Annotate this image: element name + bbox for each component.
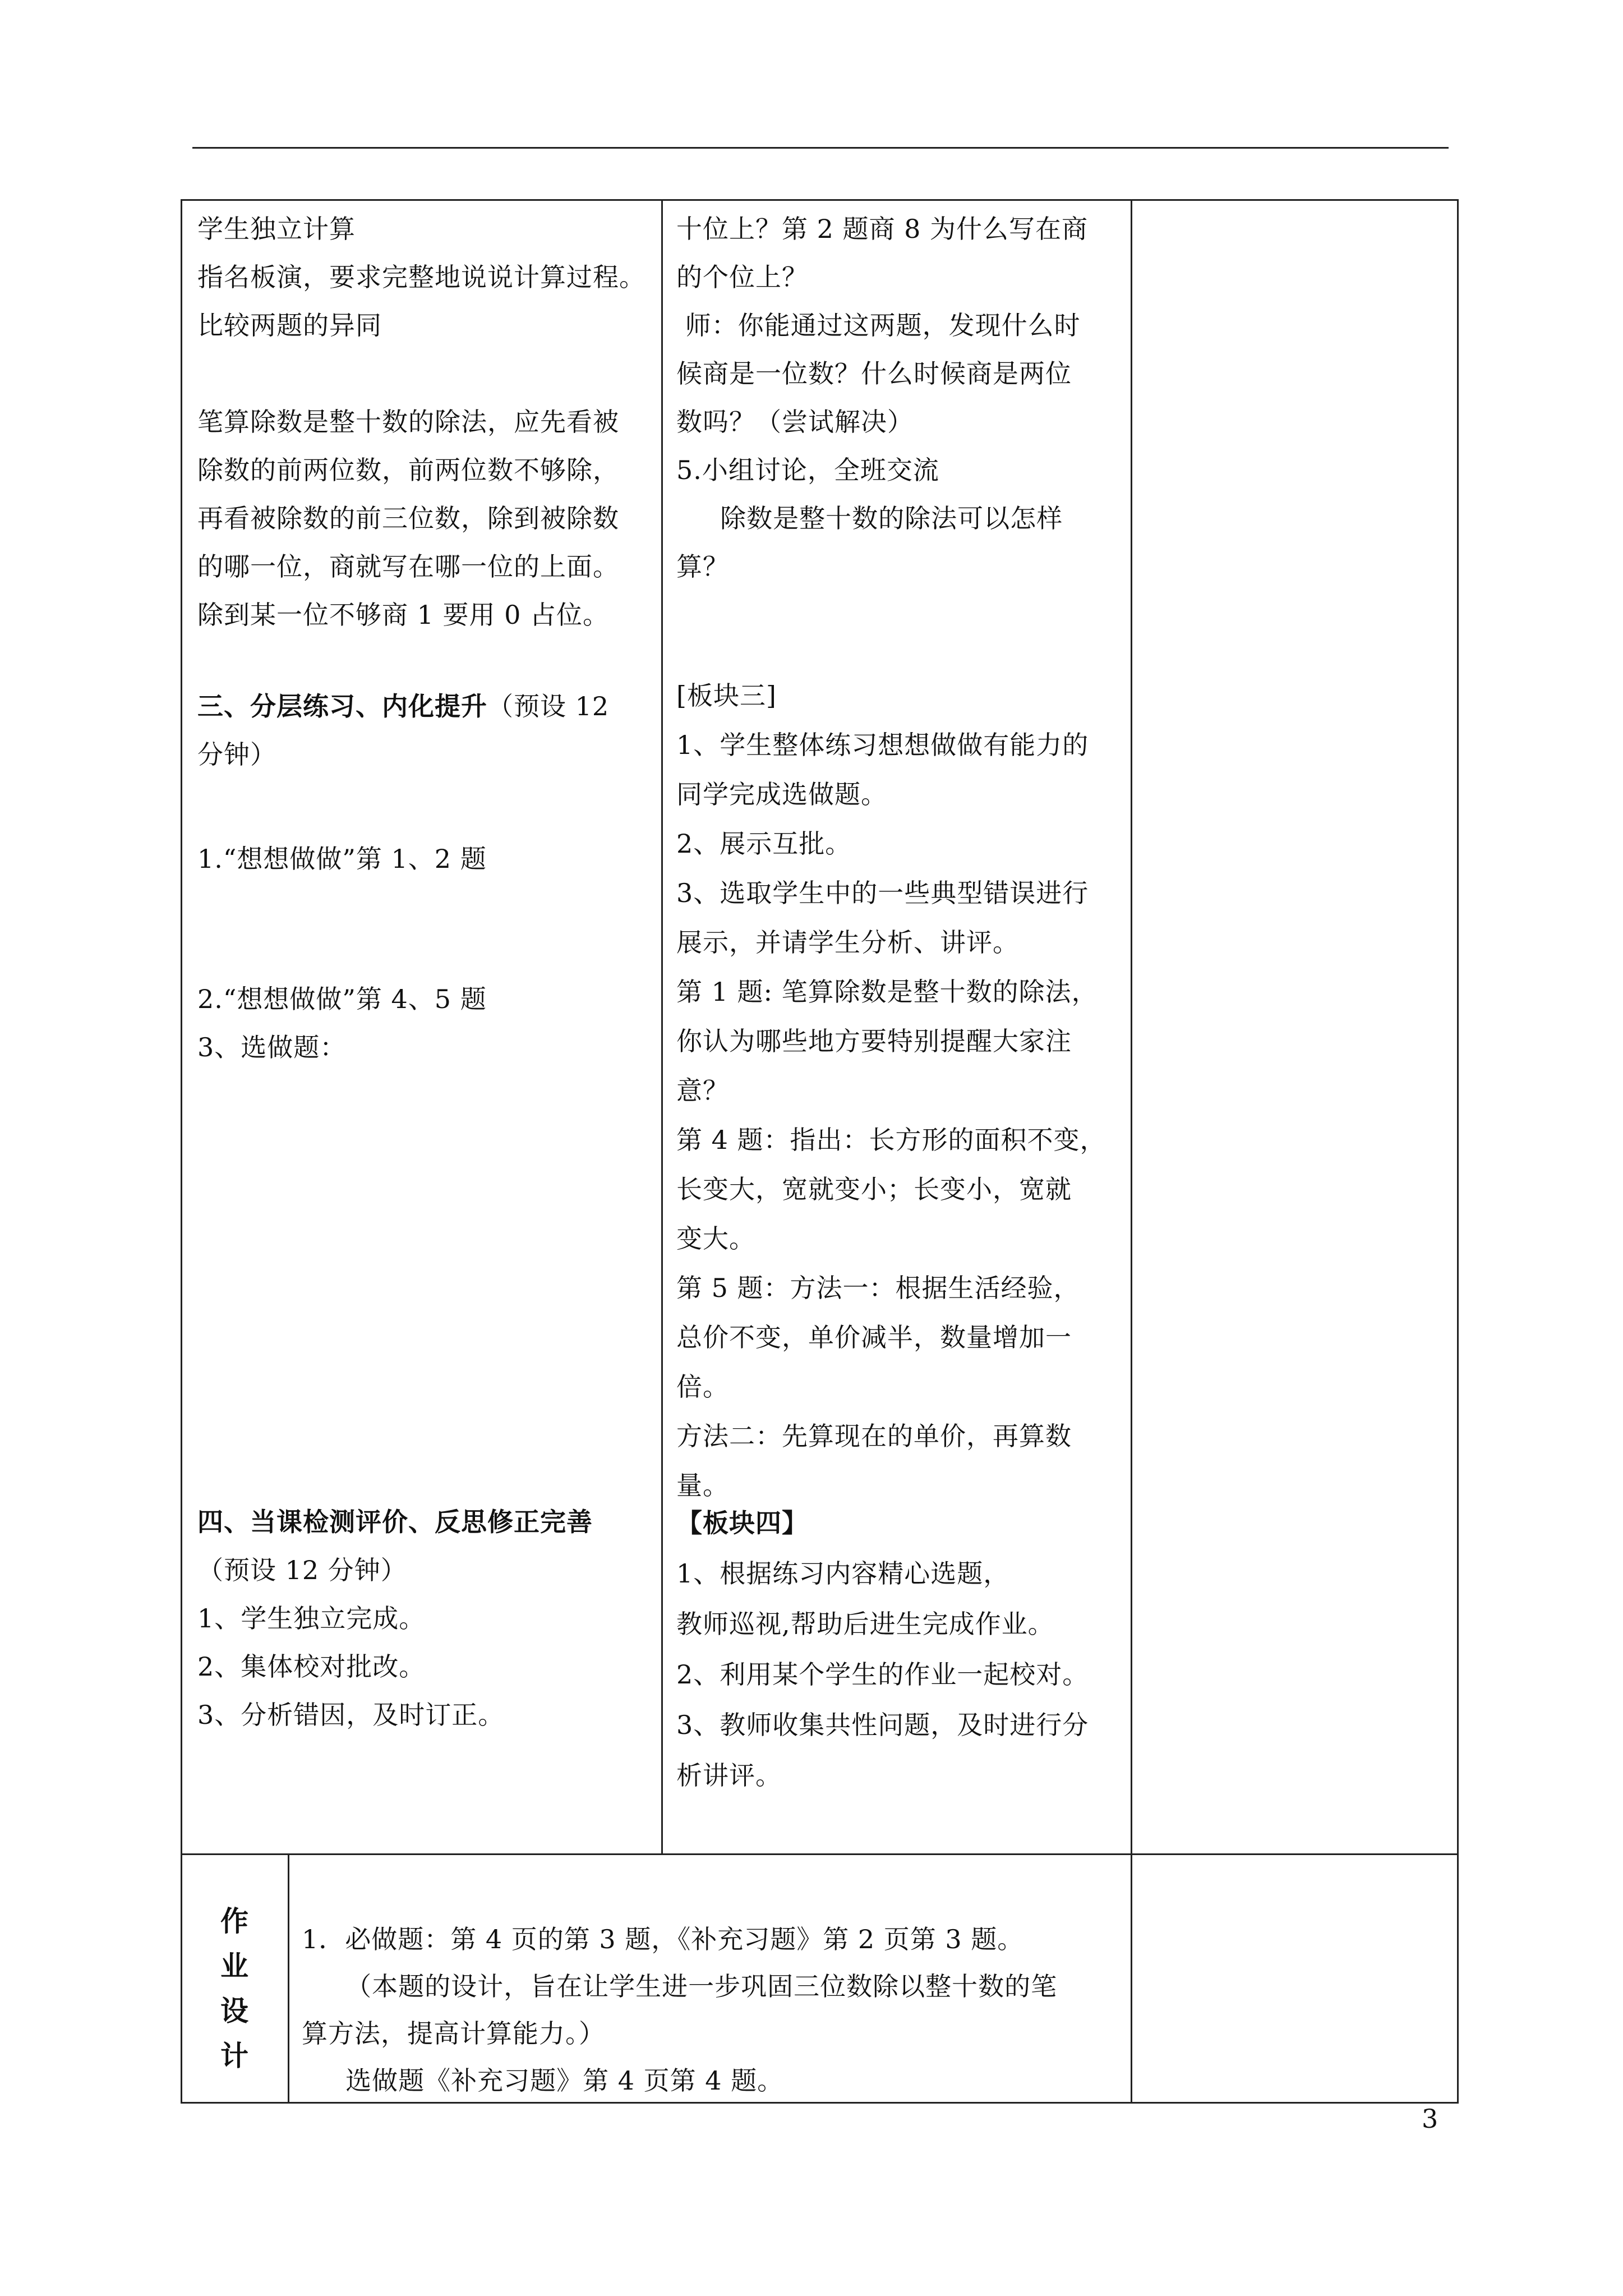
section4-time: （预设 12 分钟） (197, 1555, 407, 1585)
block3 (676, 671, 1128, 1510)
text-line: 析讲评。 (676, 1760, 782, 1791)
practice-item-1: 1.“想想做做”第 1、2 题 (197, 844, 487, 874)
text-line: 长变大，宽就变小；长变小，宽就 (676, 1174, 1072, 1204)
text-line: 除数的前两位数，前两位数不够除， (197, 455, 619, 485)
text-line: 3、分析错因，及时订正。 (197, 1700, 505, 1730)
section4-title: 四、当课检测评价、反思修正完善 (197, 1507, 593, 1537)
left-column-top (197, 205, 657, 639)
text-line: 1．必做题：第 4 页的第 3 题，《补充习题》第 2 页第 3 题。 (302, 1924, 1024, 1954)
text-line: 选做题《补充习题》第 4 页第 4 题。 (302, 2065, 784, 2096)
page-number: 3 (1422, 2104, 1438, 2134)
text-line: 变大。 (676, 1223, 755, 1254)
text-line: （本题的设计，旨在让学生进一步巩固三位数除以整十数的笔 (302, 1971, 1058, 2001)
text-line: 3、教师收集共性问题，及时进行分 (676, 1710, 1089, 1740)
text-line: 2、展示互批。 (676, 829, 852, 859)
middle-column-top (676, 205, 1128, 591)
header-rule (192, 147, 1449, 149)
text-line: 学生独立计算 (197, 214, 356, 244)
text-line: 除到某一位不够商 1 要用 0 占位。 (197, 600, 610, 630)
text-line: 的个位上？ (676, 262, 808, 292)
text-line: 1、根据练习内容精心选题， (676, 1558, 1010, 1589)
block3-title: [板块三] (676, 680, 777, 711)
column-divider-right (1131, 199, 1132, 2104)
homework-label-char: 计 (220, 2039, 248, 2072)
text-line: 算？ (676, 551, 729, 582)
text-line: 指名板演，要求完整地说说计算过程。 (197, 262, 645, 292)
text-line: 倍。 (676, 1372, 729, 1402)
practice-item-2: 2.“想想做做”第 4、5 题 3、选做题： (197, 975, 657, 1071)
text-line: 第 4 题：指出：长方形的面积不变， (676, 1125, 1106, 1155)
text-line: 教师巡视,帮助后进生完成作业。 (676, 1609, 1054, 1639)
section3-title: 三、分层练习、内化提升 (197, 691, 487, 721)
text-line: 除数是整十数的除法可以怎样 (676, 503, 1063, 533)
homework-label-char: 作 (220, 1904, 248, 1938)
text-line: 3、选取学生中的一些典型错误进行 (676, 878, 1089, 908)
text-line: 十位上？第 2 题商 8 为什么写在商 (676, 214, 1089, 244)
section3-heading (197, 682, 657, 779)
block4 (676, 1498, 1128, 1801)
text-line: 意？ (676, 1075, 729, 1106)
practice-item-3: 3、选做题： (197, 1032, 347, 1062)
text-line: 你认为哪些地方要特别提醒大家注 (676, 1026, 1072, 1056)
text-line: 第 1 题: 笔算除数是整十数的除法， (676, 977, 1098, 1007)
text-line: 数吗？（尝试解决） (676, 407, 914, 437)
text-line: 笔算除数是整十数的除法，应先看被 (197, 407, 619, 437)
text-line: 再看被除数的前三位数，除到被除数 (197, 503, 619, 533)
text-line: 展示，并请学生分析、讲评。 (676, 927, 1019, 958)
text-line: 候商是一位数？什么时候商是两位 (676, 358, 1072, 389)
row-divider (181, 1853, 1459, 1855)
text-line: 算方法，提高计算能力。） (302, 2018, 605, 2049)
text-line: 第 5 题：方法一：根据生活经验， (676, 1273, 1080, 1303)
text-line: 比较两题的异同 (197, 310, 382, 341)
section3-suffix: （预设 12 (487, 691, 610, 721)
text-line: 1、学生整体练习想想做做有能力的 (676, 730, 1089, 760)
text-line: 2、集体校对批改。 (197, 1651, 426, 1682)
section3-suffix2: 分钟） (197, 739, 276, 770)
homework-label-char: 设 (220, 1994, 248, 2027)
text-line: 2、利用某个学生的作业一起校对。 (676, 1659, 1089, 1690)
homework-label-divider (288, 1853, 289, 2104)
text-line: 量。 (676, 1470, 729, 1501)
text-line: 5.小组讨论，全班交流 (676, 455, 939, 485)
homework-content (302, 1916, 1126, 2104)
text-line: 师：你能通过这两题，发现什么时 (676, 310, 1081, 341)
section4-block (197, 1498, 663, 1739)
text-line: 同学完成选做题。 (676, 779, 887, 809)
text-line: 方法二：先算现在的单价，再算数 (676, 1421, 1072, 1451)
text-line: 的哪一位，商就写在哪一位的上面。 (197, 551, 619, 582)
homework-label-char: 业 (220, 1949, 248, 1982)
text-line: 总价不变，单价减半，数量增加一 (676, 1322, 1072, 1352)
text-line: 1、学生独立完成。 (197, 1603, 426, 1634)
block4-title: 【板块四】 (676, 1508, 808, 1538)
